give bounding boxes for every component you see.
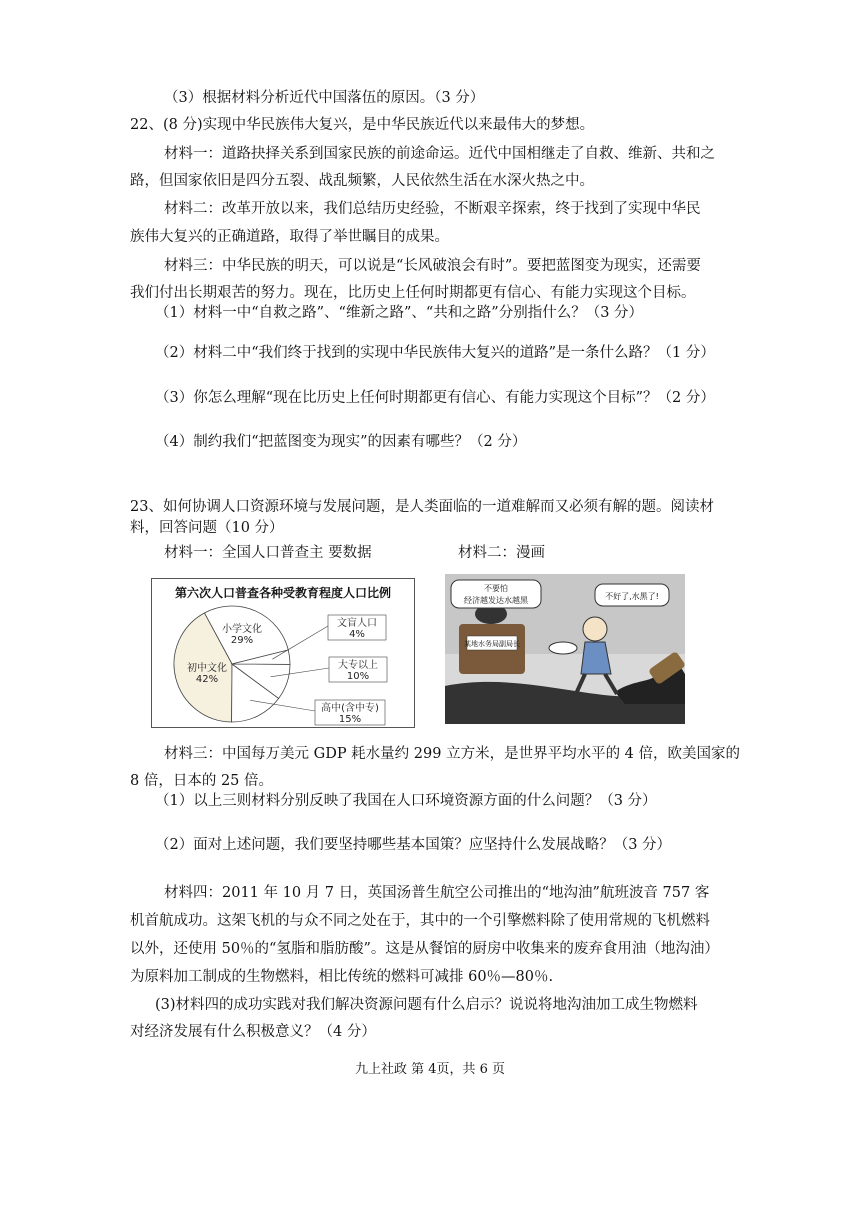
q23-material4-line1: 材料四：2011 年 10 月 7 日，英国汤普生航空公司推出的“地沟油”航班波音 757 客: [164, 885, 710, 901]
q23-sub1: （1）以上三则材料分别反映了我国在人口环境资源方面的什么问题？（3 分）: [155, 793, 657, 809]
q22-material3-line2: 我们付出长期艰苦的努力。现在，比历史上任何时期都更有信心、有能力实现这个目标。: [130, 285, 696, 301]
q23-material1-caption: 材料一：全国人口普查主 要数据: [164, 545, 372, 561]
q22-material1-line1: 材料一：道路抉择关系到国家民族的前途命运。近代中国相继走了自救、维新、共和之: [164, 146, 715, 162]
q22-sub3: （3）你怎么理解“现在比历史上任何时期都更有信心、有能力实现这个目标”？（2 分）: [155, 390, 715, 406]
q23-material3-line2: 8 倍，日本的 25 倍。: [130, 773, 274, 789]
pie-value-label: 42%: [195, 674, 219, 685]
desk-sign-text: 某地水务局副局长: [464, 640, 520, 648]
bubble1-line2: 经济越发达水越黑: [464, 596, 528, 605]
pie-value-label: 29%: [230, 635, 254, 646]
q23-material2-caption: 材料二：漫画: [458, 545, 545, 561]
q22-material2-line1: 材料二：改革开放以来，我们总结历史经验，不断艰辛探索，终于找到了实现中华民: [164, 201, 701, 217]
pie-value-label: 15%: [338, 714, 362, 725]
q23-stem-line1: 23、如何协调人口资源环境与发展问题，是人类面临的一道难解而又必须有解的题。阅读材: [130, 499, 714, 515]
bubble1-line1: 不要怕: [484, 584, 508, 593]
q23-sub3-line2: 对经济发展有什么积极意义？（4 分）: [130, 1024, 376, 1040]
q23-material4-line2: 机首航成功。这架飞机的与众不同之处在于，其中的一个引擎燃料除了使用常规的飞机燃料: [130, 913, 710, 929]
q23-material4-line3: 以外，还使用 50％的“氢脂和脂肪酸”。这是从餐馆的厨房中收集来的废弃食用油（地沟油）: [130, 941, 719, 957]
pie-category-label: 文盲人口: [337, 618, 377, 629]
bowl-shape: [549, 642, 577, 654]
q22-sub4: （4）制约我们“把蓝图变为现实”的因素有哪些？（2 分）: [155, 434, 527, 450]
education-pie-chart: [151, 578, 415, 728]
bubble2-text: 不好了,水黑了!: [605, 592, 659, 601]
q21-sub3: （3）根据材料分析近代中国落伍的原因。（3 分）: [164, 90, 485, 106]
pie-value-label: 4%: [349, 629, 365, 640]
page-footer: 九上社政 第 4页，共 6 页: [354, 1062, 506, 1077]
q23-sub2: （2）面对上述问题，我们要坚持哪些基本国策？应坚持什么发展战略？（3 分）: [155, 837, 672, 853]
pie-category-label: 高中(含中专): [321, 703, 379, 714]
pie-value-label: 10%: [346, 671, 370, 682]
pie-category-label: 大专以上: [338, 660, 378, 671]
pie-svg: [152, 579, 414, 727]
q23-stem-line2: 料，回答问题（10 分）: [130, 520, 284, 536]
man-head-shape: [583, 617, 607, 641]
q22-sub2: （2）材料二中“我们终于找到的实现中华民族伟大复兴的道路”是一条什么路？（1 分）: [155, 345, 715, 361]
q22-material2-line2: 族伟大复兴的正确道路，取得了举世瞩目的成果。: [130, 229, 449, 245]
q22-material3-line1: 材料三：中华民族的明天，可以说是“长风破浪会有时”。要把蓝图变为现实，还需要: [164, 258, 701, 274]
q23-sub3-line1: (3)材料四的成功实践对我们解决资源问题有什么启示？说说将地沟油加工成生物燃料: [155, 997, 698, 1013]
pie-category-label: 小学文化: [222, 624, 262, 635]
q22-stem: 22、(8 分)实现中华民族伟大复兴，是中华民族近代以来最伟大的梦想。: [130, 117, 595, 133]
pie-category-label: 初中文化: [187, 663, 227, 674]
q22-material1-line2: 路，但国家依旧是四分五裂、战乱频繁，人民依然生活在水深火热之中。: [130, 173, 594, 189]
q23-material3-line1: 材料三：中国每万美元 GDP 耗水量约 299 立方米，是世界平均水平的 4 倍，欧美国家的: [164, 746, 741, 762]
cartoon-image: [445, 574, 685, 724]
chart-title: 第六次人口普查各种受教育程度人口比例: [174, 586, 391, 600]
q23-material4-line4: 为原料加工制成的生物燃料，相比传统的燃料可减排 60％—80％.: [130, 969, 554, 985]
q22-sub1: （1）材料一中“自救之路”、“维新之路”、“共和之路”分别指什么？（3 分）: [155, 305, 644, 321]
